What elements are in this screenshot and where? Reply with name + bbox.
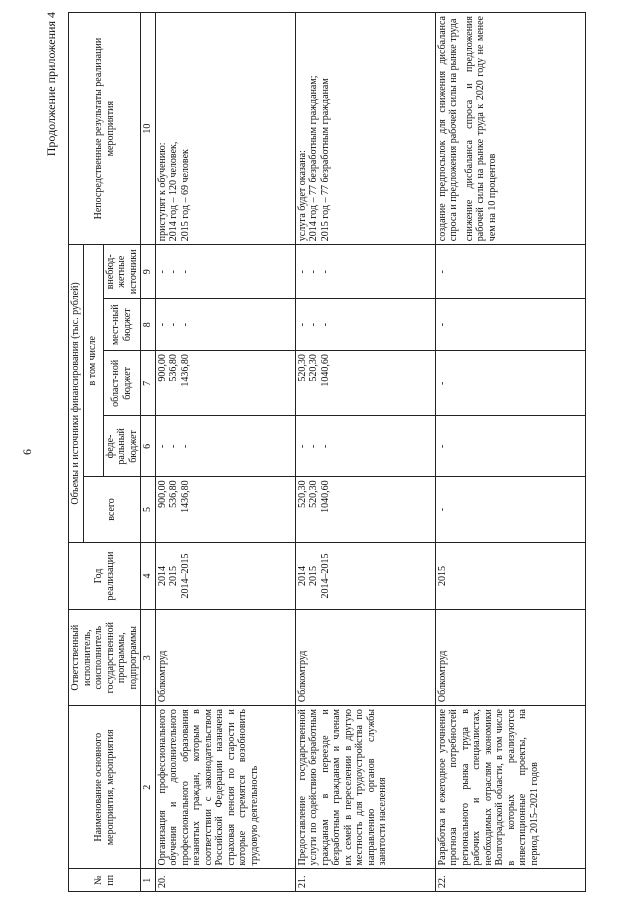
result-line: 2014 год – 120 человек, bbox=[168, 141, 179, 242]
extrabudget-value: - bbox=[308, 270, 319, 274]
regional-value: 520,30 bbox=[308, 354, 319, 382]
years-cell bbox=[295, 542, 435, 610]
executor: Облкомтруд bbox=[155, 610, 295, 706]
federal-value: - bbox=[319, 444, 331, 449]
local-value: - bbox=[436, 323, 448, 327]
results-cell bbox=[155, 13, 295, 245]
federal-value: - bbox=[156, 444, 168, 449]
result-line: приступят к обучению: bbox=[156, 142, 168, 242]
federal-value: - bbox=[308, 444, 319, 449]
total-value: 900,00 bbox=[156, 480, 168, 508]
total-value: 1436,80 bbox=[179, 480, 191, 513]
extrabudget-value: - bbox=[296, 270, 308, 274]
extrabudget-cell bbox=[295, 245, 435, 299]
regional-value: 520,30 bbox=[296, 354, 308, 382]
local-value: - bbox=[296, 323, 308, 327]
row-number: 20. bbox=[155, 869, 295, 892]
column-number-row bbox=[141, 13, 156, 892]
column-number: 1 bbox=[141, 869, 156, 892]
total-value: 520,30 bbox=[308, 480, 319, 508]
extrabudget-value: - bbox=[436, 270, 448, 274]
local-value: - bbox=[319, 323, 331, 327]
year-value: 2015 bbox=[168, 566, 179, 586]
year-value: 2015 bbox=[436, 566, 448, 586]
federal-value: - bbox=[179, 444, 191, 449]
regional-value: 900,00 bbox=[156, 354, 168, 382]
column-number: 2 bbox=[141, 706, 156, 869]
page-number: 6 bbox=[20, 449, 34, 455]
extrabudget-value: - bbox=[168, 270, 179, 274]
year-value: 2014–2015 bbox=[179, 553, 191, 599]
years-cell bbox=[155, 542, 295, 610]
total-cell bbox=[155, 477, 295, 542]
total-value: 1040,60 bbox=[319, 480, 331, 513]
result-line: 2014 год – 77 безработным гражданам; bbox=[308, 75, 319, 242]
column-number: 6 bbox=[141, 416, 156, 477]
result-line: создание предпосылок для снижения дисбаланса спроса и предложения рабочей силы на рынке труда bbox=[436, 16, 459, 242]
column-number: 5 bbox=[141, 477, 156, 542]
executor: Облкомтруд bbox=[295, 610, 435, 706]
row-number: 21. bbox=[295, 869, 435, 892]
appendix-continuation: Продолжение приложения 4 bbox=[44, 12, 58, 157]
column-number: 4 bbox=[141, 542, 156, 610]
total-cell bbox=[295, 477, 435, 542]
header-executor: Ответственный исполнитель, соисполнитель государственной программы, подпрограммы bbox=[69, 610, 141, 706]
header-name: Наименование основного мероприятия, мероприятия bbox=[69, 706, 141, 869]
total-value: - bbox=[436, 507, 448, 512]
federal-value: - bbox=[296, 444, 308, 449]
local-cell bbox=[435, 299, 585, 351]
column-number: 3 bbox=[141, 610, 156, 706]
header-funding: Объемы и источники финансирования (тыс. рублей) bbox=[69, 245, 84, 543]
header-year: Год реализации bbox=[69, 542, 141, 610]
federal-cell bbox=[435, 416, 585, 477]
year-value: 2014 bbox=[296, 566, 308, 586]
total-value: 520,30 bbox=[296, 480, 308, 508]
measure-name: Разработка и ежегодное уточнение прогноза потребностей регионального рынка труда в рабочих и специалистах, необходимых отраслям экономики Волгоградской области, в том числе в которых реализуются инвестиционные проекты, на период 2015–2021 годов bbox=[435, 706, 585, 869]
header-results: Непосредственные результаты реализации мероприятия bbox=[69, 13, 141, 245]
federal-cell bbox=[155, 416, 295, 477]
row-number: 22. bbox=[435, 869, 585, 892]
regional-value: 1436,80 bbox=[179, 354, 191, 387]
years-cell bbox=[435, 542, 585, 610]
table-row bbox=[295, 13, 435, 892]
header-federal: феде-ральный бюджет bbox=[103, 416, 141, 477]
regional-value: 1040,60 bbox=[319, 354, 331, 387]
result-line: снижение дисбаланса спроса и предложения рабочей силы на рынке труда к 2020 году не менее чем на 10 процентов bbox=[463, 16, 498, 242]
federal-cell bbox=[295, 416, 435, 477]
local-value: - bbox=[179, 323, 191, 327]
extrabudget-cell bbox=[435, 245, 585, 299]
rotated-document-sheet bbox=[18, 12, 623, 892]
regional-cell bbox=[295, 351, 435, 416]
total-cell bbox=[435, 477, 585, 542]
local-cell bbox=[155, 299, 295, 351]
table-row bbox=[435, 13, 585, 892]
local-value: - bbox=[308, 323, 319, 327]
header-including: в том числе bbox=[83, 245, 103, 477]
header-extrabudget: внебюд-жетные источники bbox=[103, 245, 141, 299]
results-cell bbox=[295, 13, 435, 245]
extrabudget-value: - bbox=[179, 270, 191, 274]
year-value: 2014 bbox=[156, 566, 168, 586]
measure-name: Организация профессионального обучения и дополнительного профессионального образования незанятых граждан, которым в соответствии с законодательством Российской Федерации назначена страховая пенсия по старости и которые стремятся возобновить трудовую деятельность bbox=[155, 706, 295, 869]
results-cell bbox=[435, 13, 585, 245]
federal-value: - bbox=[168, 444, 179, 449]
result-line: 2015 год – 77 безработным гражданам bbox=[319, 78, 331, 242]
regional-cell bbox=[155, 351, 295, 416]
extrabudget-value: - bbox=[156, 270, 168, 274]
column-number: 10 bbox=[141, 13, 156, 245]
column-number: 7 bbox=[141, 351, 156, 416]
column-number: 9 bbox=[141, 245, 156, 299]
local-cell bbox=[295, 299, 435, 351]
executor: Облкомтруд bbox=[435, 610, 585, 706]
federal-value: - bbox=[436, 444, 448, 449]
year-value: 2014–2015 bbox=[319, 553, 331, 599]
result-line: услуга будет оказана: bbox=[296, 150, 308, 242]
regional-value: - bbox=[436, 381, 448, 385]
regional-cell bbox=[435, 351, 585, 416]
local-value: - bbox=[168, 323, 179, 327]
total-value: 536,80 bbox=[168, 480, 179, 508]
header-no: № пп bbox=[69, 869, 141, 892]
regional-value: 536,80 bbox=[168, 354, 179, 382]
header-regional: област-ной бюджет bbox=[103, 351, 141, 416]
extrabudget-value: - bbox=[319, 270, 331, 274]
local-value: - bbox=[156, 323, 168, 327]
measures-table bbox=[68, 12, 586, 892]
extrabudget-cell bbox=[155, 245, 295, 299]
result-line: 2015 год – 69 человек bbox=[179, 149, 191, 242]
measure-name: Предоставление государственной услуги по содействию безработным гражданам в переезде и безработным гражданам и членам их семей в переселении в другую местность для трудоустройства по направлению органов службы занятости населения bbox=[295, 706, 435, 869]
year-value: 2015 bbox=[308, 566, 319, 586]
header-total: всего bbox=[83, 477, 141, 542]
column-number: 8 bbox=[141, 299, 156, 351]
header-local: мест-ный бюджет bbox=[103, 299, 141, 351]
table-row bbox=[155, 13, 295, 892]
